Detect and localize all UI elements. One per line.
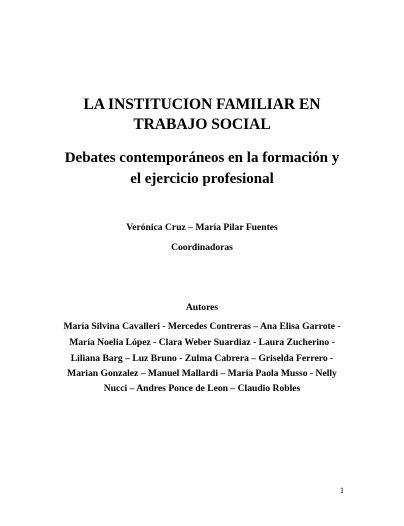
editors-role: Coordinadoras xyxy=(171,242,233,253)
authors-line-2: María Noelia López - Clara Weber Suardiaz - Laura Zucherino - xyxy=(69,337,335,348)
book-subtitle-line-2: el ejercicio profesional xyxy=(130,171,274,187)
editors-names: Verónica Cruz – María Pilar Fuentes xyxy=(126,222,278,233)
book-title-line-2: TRABAJO SOCIAL xyxy=(133,116,271,133)
book-title-line-1: LA INSTITUCION FAMILIAR EN xyxy=(83,96,321,113)
authors-heading: Autores xyxy=(185,302,219,313)
authors-line-4: Marian Gonzalez – Manuel Mallardi – María Paola Musso - Nelly xyxy=(67,368,337,379)
page-number: 1 xyxy=(340,486,344,495)
authors-line-3: Liliana Barg – Luz Bruno - Zulma Cabrera – Griselda Ferrero - xyxy=(70,353,334,364)
authors-line-5: Nucci – Andres Ponce de Leon – Claudio Robles xyxy=(103,383,301,394)
book-subtitle-line-1: Debates contemporáneos en la formación y xyxy=(64,150,340,166)
authors-line-1: María Silvina Cavalleri - Mercedes Contreras – Ana Elisa Garrote - xyxy=(63,321,341,332)
